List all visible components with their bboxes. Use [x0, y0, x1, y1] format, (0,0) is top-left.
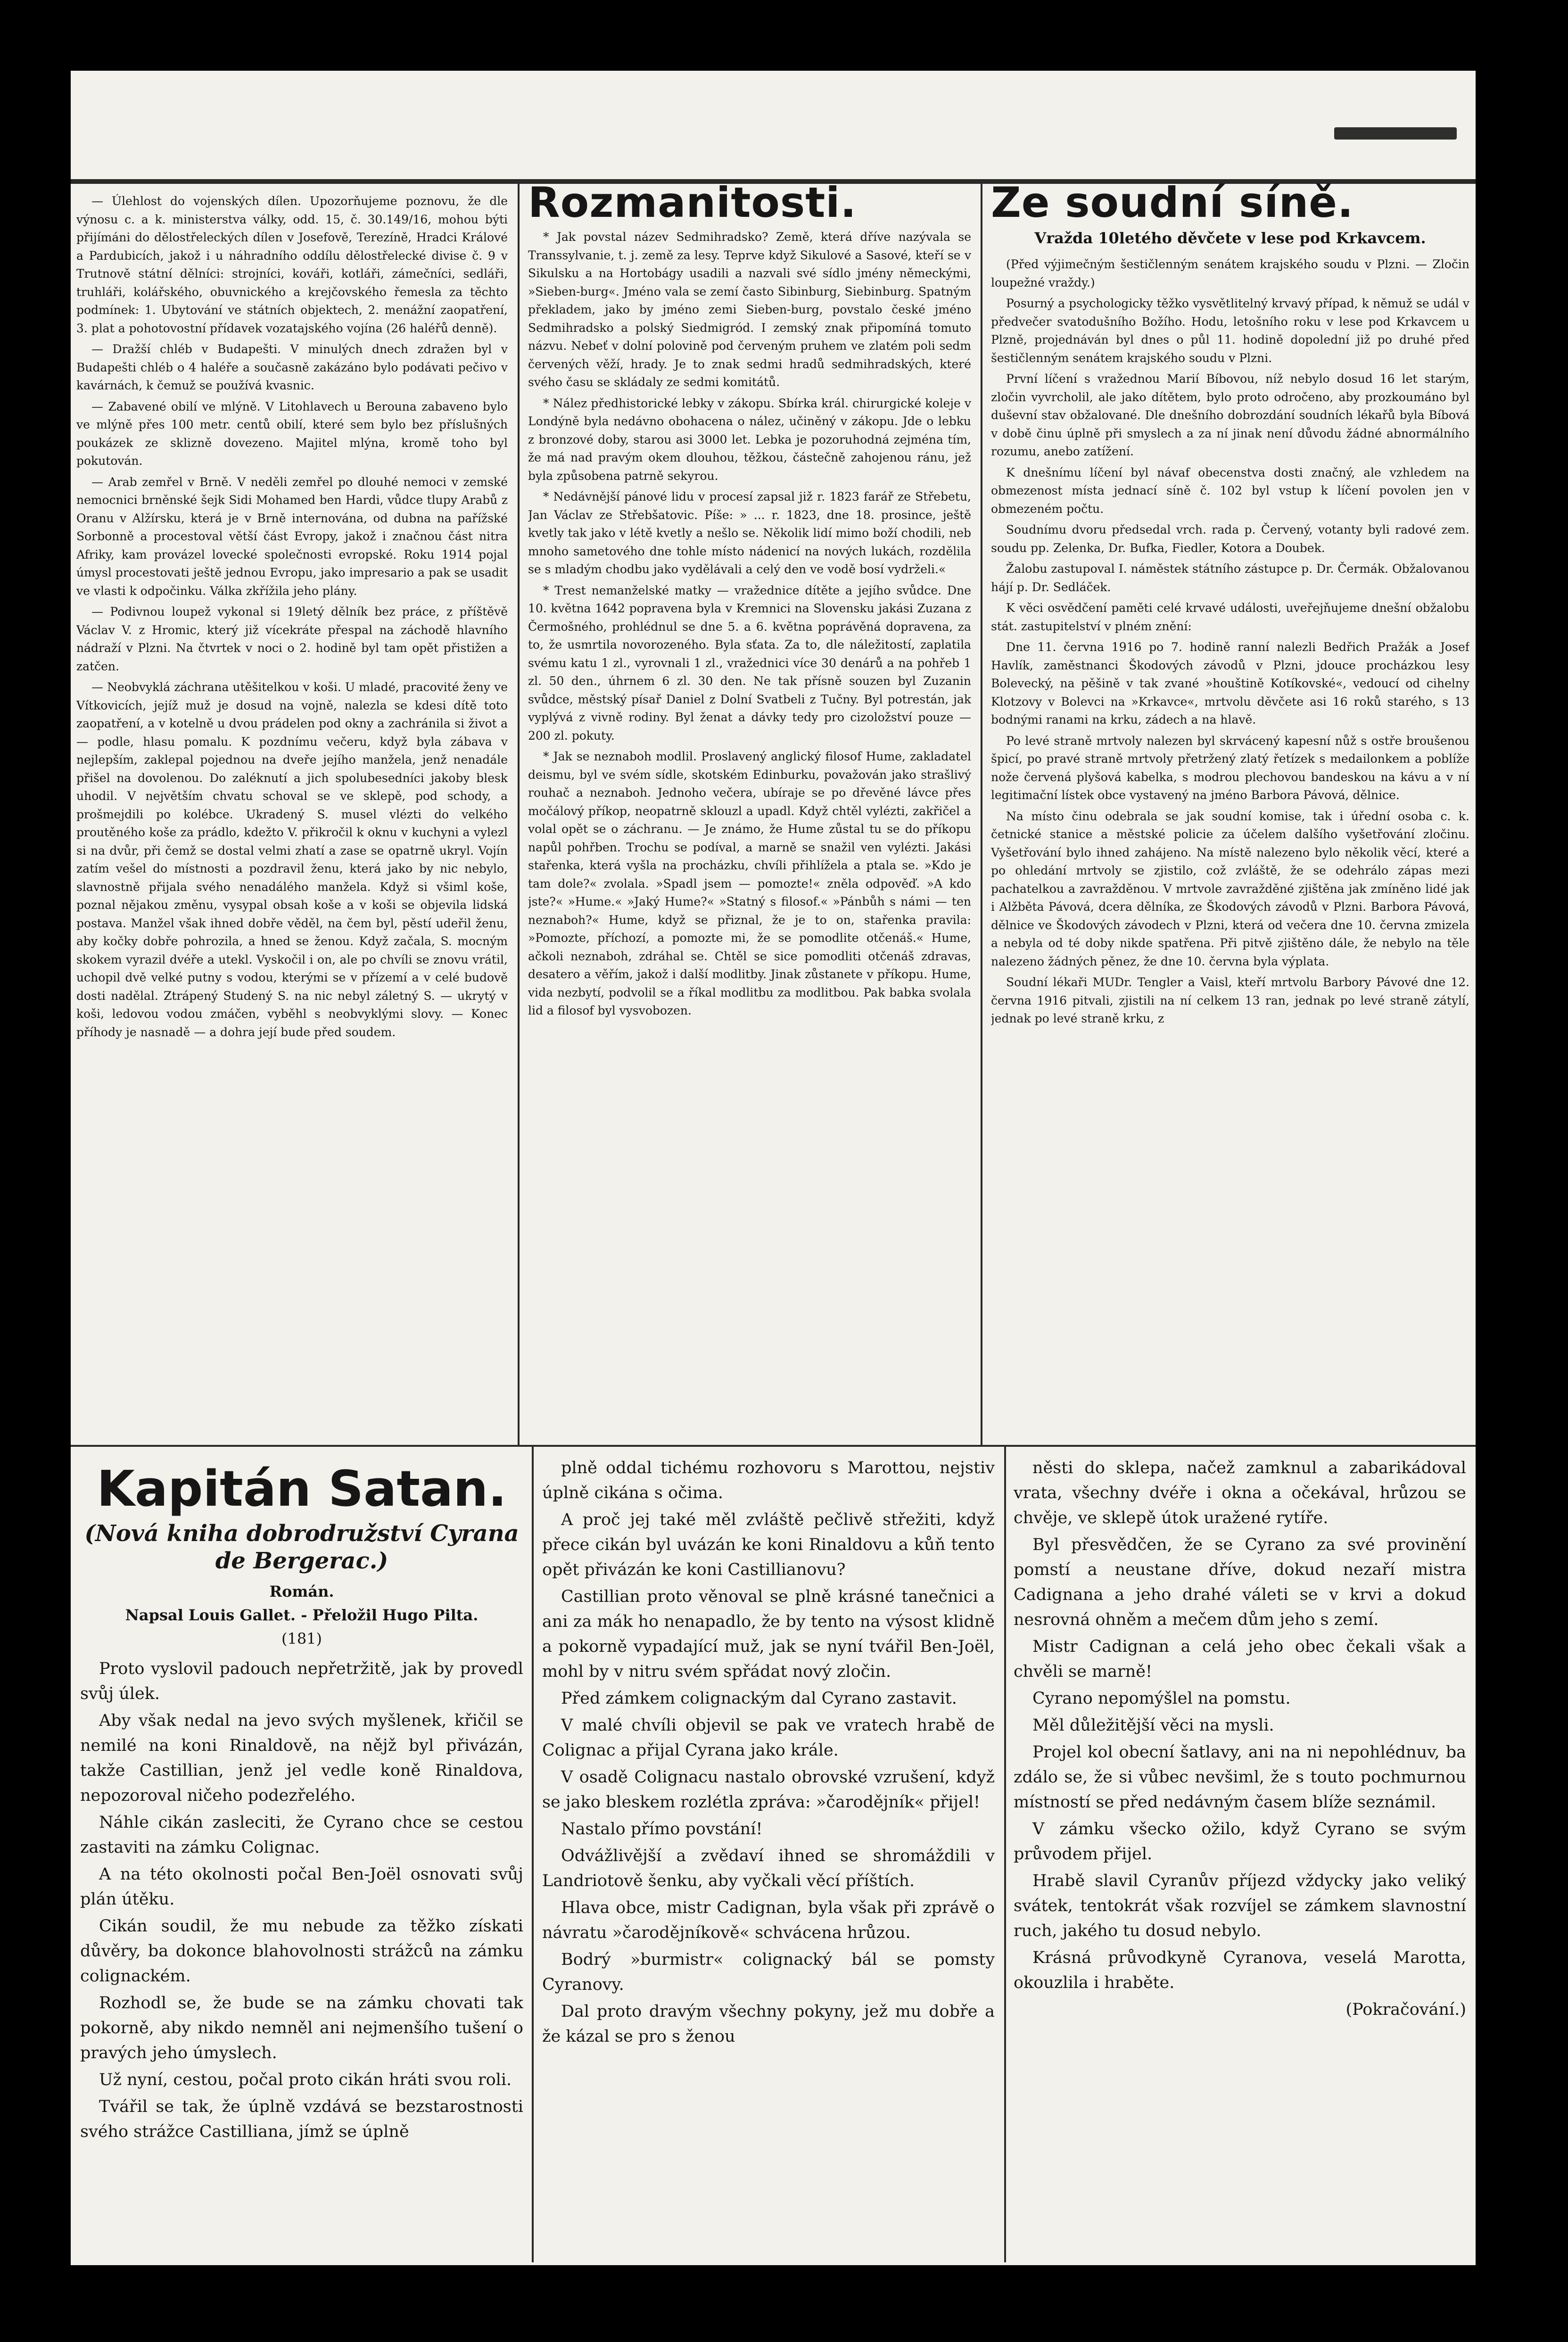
- serial-paragraph: plně oddal tichému rozhovoru s Marottou, nejstiv úplně cikána s očima.: [542, 1459, 995, 1502]
- serial-paragraph: Mistr Cadignan a celá jeho obec čekali však a chvěli se marně!: [1014, 1637, 1466, 1681]
- serial-paragraph: Aby však nedal na jevo svých myšlenek, křičil se nemilé na koni Rinaldově, na nějž byl přivázán, takže Castillian, jenž jel vedle koně Rinaldova, nepozoroval ničeho podezřelého.: [80, 1711, 523, 1805]
- court-paragraph: Dne 11. června 1916 po 7. hodině ranní nalezli Bedřich Pražák a Josef Havlík, zaměstnanci Škodových závodů v Plzni, jdouce procházkou lesy Bolevecký, na pěšině v tak zvané »houštině Kotíkovské«, vedoucí od cihelny Klotzovy v Bolevci na »Krkavce«, mrtvolu děvčete asi 16 roků starého, s 13 bodnými ranami na krku, zádech a na hlavě.: [991, 640, 1469, 726]
- serial-paragraph: A proč jej také měl zvláště pečlivě střežiti, když přece cikán byl uvázán ke koni Rinaldovu a kůň tento opět přivázán ke koni Castillianovu?: [542, 1510, 995, 1579]
- serial-title: Kapitán Satan.: [97, 1460, 507, 1517]
- serial-column-1: [80, 1456, 523, 2257]
- serial-subtitle: (Nová kniha dobrodružství Cyrana de Bergerac.): [84, 1520, 519, 1574]
- serial-paragraph: něsti do sklepa, načež zamknul a zabarikádoval vrata, všechny dvéře i okna a očekával, hrůzou se chvěje, ve sklepě útok uražené rytíře.: [1014, 1459, 1466, 1527]
- court-paragraph: K dnešnímu líčení byl návaf obecenstva dosti značný, ale vzhledem na obmezenost místa jednací síně č. 102 byl vstup k líčení povolen jen v obmezeném počtu.: [991, 465, 1469, 516]
- news-paragraph: — Úlehlost do vojenských dílen. Upozorňujeme poznovu, že dle výnosu c. a k. ministerstva války, odd. 15, č. 30.149/16, mohou býti přijímáni do dělostřeleckých dílen v Josefově, Terezíně, Hradci Králové a Pardubicích, jakož i u náhradního oddílu dělostřelecké divise č. 9 v Trutnově státní dělníci: strojníci, kováři, kotláři, zámečníci, sedláři, truhláři, kolářského, obuvnického a krejčovského řemesla za těchto podmínek: 1. Ubytování ve státních objektech, 2. menážní zaopatření, 3. plat a pohotovostní přídavek vozatajského vojína (26 haléřů denně).: [76, 194, 508, 335]
- column-divider: [1004, 1447, 1006, 2262]
- serial-paragraph: (Pokračování.): [1345, 2000, 1466, 2019]
- serial-paragraph: Měl důležitější věci na mysli.: [1032, 1716, 1274, 1735]
- serial-paragraph: V zámku všecko ožilo, když Cyrano se svým průvodem přijel.: [1014, 1820, 1466, 1864]
- court-paragraph: (Před výjimečným šestičlenným senátem krajského soudu v Plzni. — Zločin loupežné vraždy.): [991, 257, 1469, 289]
- serial-paragraph: Cyrano nepomýšlel na pomstu.: [1032, 1689, 1291, 1708]
- serial-paragraph: Už nyní, cestou, počal proto cikán hráti svou roli.: [99, 2070, 512, 2089]
- serial-paragraph: Hrabě slavil Cyranův příjezd vždycky jako veliký svátek, tentokrát však rozvíjel se zámkem slavnostní ruch, jakého tu dosud nebylo.: [1014, 1872, 1466, 1940]
- serial-paragraph: Tvářil se tak, že úplně vzdává se bezstarostnosti svého strážce Castilliana, jímž se úplně: [80, 2097, 523, 2141]
- court-paragraph: Žalobu zastupoval I. náměstek státního zástupce p. Dr. Čermák. Obžalovanou hájí p. Dr. Sedláček.: [991, 562, 1469, 594]
- miscellany-column: [528, 180, 971, 1439]
- ink-blot: [1334, 127, 1457, 140]
- miscellany-paragraph: * Jak povstal název Sedmihradsko? Země, která dříve nazývala se Transsylvanie, t. j. země za lesy. Teprve když Sikulové a Sasové, kteří se v Sikulsku a na Hortobágy usadili a nazvali své sídlo jmény německými, »Sieben-burg«. Jméno vala se zemí často Sibinburg, Siebinburg. Spatným překladem, jako by jméno zemi Sieben-burg, povstalo české jméno Sedmihradsko a polský Siedmigród. I zemský znak připomíná tomuto názvu. Nebeť v dolní polovině pod červeným pruhem ve zlatém poli sedm červených věží, hrady. Je to znak sedmi hradů sedmihradských, které svého času se skládaly ze sedmi komitátů.: [528, 230, 971, 389]
- court-subheading: Vražda 10letého děvčete v lese pod Krkavcem.: [1034, 229, 1426, 247]
- serial-paragraph: Rozhodl se, že bude se na zámku chovati tak pokorně, aby nikdo nemněl ani nejmenšího tušení o pravých jeho úmyslech.: [80, 1994, 523, 2062]
- column-divider: [981, 184, 982, 1445]
- serial-paragraph: Byl přesvědčen, že se Cyrano za své provinění pomstí a neustane dříve, dokud nezaří mistra Cadignana a jeho drahé váleti se v krvi a dokud nesrovná ohněm a mečem dům jeho s zemí.: [1014, 1535, 1466, 1629]
- serial-paragraph: A na této okolnosti počal Ben-Joël osnovati svůj plán útěku.: [80, 1865, 523, 1909]
- serial-text-1: [80, 1657, 523, 2144]
- serial-paragraph: Proto vyslovil padouch nepřetržitě, jak by provedl svůj úlek.: [80, 1659, 523, 1703]
- court-paragraph: Soudnímu dvoru předsedal vrch. rada p. Červený, votanty byli radové zem. soudu pp. Zelenka, Dr. Bufka, Fiedler, Kotora a Doubek.: [991, 523, 1469, 555]
- court-paragraph: K věci osvědčení paměti celé krvavé události, uveřejňujeme dnešní obžalobu stát. zastupitelství v plném znění:: [991, 601, 1469, 633]
- court-paragraph: První líčení s vražednou Marií Bíbovou, níž nebylo dosud 16 let starým, zločin vyvrcholil, ale jako dítětem, bylo proto odročeno, aby prozkoumáno byl duševní stav obžalované. Dle dnešního dobrozdání soudních lékařů byla Bíbová v době činu úplně při smyslech a za ní jinak není důvodu žádné abnormálního rozumu, anebo zatížení.: [991, 372, 1469, 458]
- serial-paragraph: Náhle cikán zasleciti, že Cyrano chce se cestou zastaviti na zámku Colignac.: [80, 1813, 523, 1857]
- news-paragraph: — Podivnou loupež vykonal si 19letý dělník bez práce, z příštěvě Václav V. z Hromic, který již vícekráte přespal na záchodě hlavního nádraží v Plzni. Na čtvrtek v noci o 2. hodině byl tam opět přistižen a zatčen.: [76, 605, 508, 673]
- serial-paragraph: Dal proto dravým všechny pokyny, jež mu dobře a že kázal se pro s ženou: [542, 2002, 995, 2046]
- local-news-column: [76, 192, 508, 1437]
- court-heading: Ze soudní síně.: [991, 180, 1354, 227]
- serial-paragraph: V malé chvíli objevil se pak ve vratech hrabě de Colignac a přijal Cyrana jako krále.: [542, 1716, 995, 1760]
- miscellany-paragraph: * Trest nemanželské matky — vražednice dítěte a jejího svůdce. Dne 10. května 1642 popravena byla v Kremnici na Slovensku jakási Zuzana z Čermošného, prohlédnul se dne 5. a 6. května poprávěná dopravena, za to, že usmrtila novorozeného. Byla sťata. Za to, dle náležitostí, zaplatila svému katu 1 zl., vyrovnali 1 zl., vražednici více 30 denárů a na pohřeb 1 zl. 50 den., úhrnem 6 zl. 30 den. Ne tak přísně souzen byl Zuzanin svůdce, městský písař Daniel z Dolní Svatbeli z Tučny. Byl potrestán, jak vyplývá z vivně rodiny. Byl ženat a dávky tedy pro cizoložství pouze — 200 zl. pokuty.: [528, 583, 971, 742]
- news-paragraph: — Arab zemřel v Brně. V neděli zemřel po dlouhé nemoci v zemské nemocnici brněnské šejk Sidi Mohamed ben Hardi, vůdce tlupy Arabů z Oranu v Alžírsku, která je v Brně internována, od dubna na pařížské Sorbonně a procestoval větší část Evropy, jakož i značnou část nitra Afriky, kam provázel lovecké společnosti evropské. Roku 1914 pojal úmysl procestovati ještě jednou Evropu, jako impresario a pak se usadit ve vlasti k odpočinku. Válka zkřížila jeho plány.: [76, 475, 508, 598]
- miscellany-paragraph: * Nedávnější pánové lidu v procesí zapsal již r. 1823 farář ze Střebetu, Jan Václav ze Střebšatovic. Píše: » ... r. 1823, dne 18. prosince, ještě kvetly tak jako v létě kvetly a nešlo se. Několik lidí mimo boží chodili, neb mnoho sametového dne tohle místo nádenicí na nových lukách, rozdělila se s mladým chodbu jako vydělávali a celý den ve vodě bosí vydrželi.«: [528, 490, 971, 576]
- court-column: [991, 180, 1469, 1439]
- serial-paragraph: Odvážlivější a zvědaví ihned se shromáždili v Landriotově šenku, aby vyčkali věcí příštích.: [542, 1847, 995, 1890]
- serial-paragraph: Projel kol obecní šatlavy, ani na ni nepohlédnuv, ba zdálo se, že si vůbec nevšiml, že s touto pochmurnou místností se před nedávným časem blíže seznámil.: [1014, 1743, 1466, 1812]
- serial-paragraph: Hlava obce, mistr Cadignan, byla však při zprávě o návratu »čarodějníkově« schvácena hrůzou.: [542, 1898, 995, 1942]
- serial-paragraph: Před zámkem colignackým dal Cyrano zastavit.: [561, 1689, 957, 1708]
- miscellany-paragraph: * Nález předhistorické lebky v zákopu. Sbírka král. chirurgické koleje v Londýně byla nedávno obohacena o nález, učiněný v zákopu. Jde o lebku z bronzové doby, starou asi 3000 let. Lebka je pozoruhodná zejména tím, že má nad pravým okem dlouhou, těžkou, částečně zahojenou ránu, jež byla způsobena patrně sekyrou.: [528, 396, 971, 483]
- court-paragraph: Na místo činu odebrala se jak soudní komise, tak i úřední osoba c. k. četnické stanice a městské policie za účelem dalšího vyšetřování zločinu. Vyšetřování bylo ihned zahájeno. Na místě nalezeno bylo několik věcí, které a po ohledání mrtvoly se zjistilo, což zvláště, že se odehrálo zápas mezi pachatelkou a zavražděnou. V mrtvole zavražděné zjištěna jak zmíněno lidé jak i Alžběta Pávová, dcera dělníka, ze Škodových závodů v Plzni. Barbora Pávová, dělnice ve Škodových závodech v Plzni, která od večera dne 10. června zmizela a nebyla od té doby nikde spatřena. Při pitvě zjištěno dále, že nebylo na těle nalezeno žádných pěnez, že dne 10. června byla výplata.: [991, 809, 1469, 968]
- miscellany-paragraph: * Jak se neznaboh modlil. Proslavený anglický filosof Hume, zakladatel deismu, byl ve svém sídle, skotském Edinburku, považován jako strašlivý rouhač a neznaboh. Jednoho večera, ubíraje se po dřevěné lávce přes močálový příkop, neopatrně sklouzl a upadl. Když chtěl vylézti, zakřičel a volal opět se o záchranu. — Je známo, že Hume zůstal tu se do příkopu napůl pohřben. Trochu se podíval, a marně se snažil ven vylézti. Jakási stařenka, která vyšla na procházku, chvíli přihlížela a ptala se. »Kdo je tam dole?« zvolala. »Spadl jsem — pomozte!« zněla odpověď. »A kdo jste?« »Hume.« »Jaký Hume?« »Statný s filosof.« »Pánbůh s námi — ten neznaboh?« Hume, když se přiznal, že je to on, stařenka pravila: »Pomozte, příchozí, a pomozte mi, že se pomodlite otčenáš.« Hume, ačkoli neznaboh, zdráhal se. Chtěl se sice pomodliti otčenáš zdravas, desatero a věřím, jakož i další modlitby. Jinak zůstanete v příkopu. Hume, vida nezbytí, podvolil se a říkal modlitbu za modlitbou. Pak babka svolala lid a filosof byl vysvobozen.: [528, 750, 971, 1017]
- court-paragraph: Po levé straně mrtvoly nalezen byl skrvácený kapesní nůž s ostře broušenou špicí, po pravé straně mrtvoly přetržený zlatý řetízek s medailonkem a poblíže nože červená plyšová kabelka, s modrou plechovou bandeskou na kávu a v ní legitimační lístek obce vystavený na jméno Barbora Pávová, dělnice.: [991, 734, 1469, 802]
- court-paragraph: Soudní lékaři MUDr. Tengler a Vaisl, kteří mrtvolu Barbory Pávové dne 12. června 1916 pitvali, zjistili na ní celkem 13 ran, jednak po levé straně zátylí, jednak po levé straně krku, z: [991, 975, 1469, 1025]
- serial-paragraph: Nastalo přímo povstání!: [561, 1820, 763, 1839]
- newspaper-page: [71, 71, 1476, 2265]
- serial-paragraph: Cikán soudil, že mu nebude za těžko získati důvěry, ba dokonce blahovolnosti strážců na zámku colignackém.: [80, 1917, 523, 1986]
- court-article: [991, 256, 1469, 1028]
- column-divider: [518, 184, 520, 1445]
- news-paragraph: — Neobvyklá záchrana utěšitelkou v koši. U mladé, pracovité ženy ve Vítkovicích, jejíž muž je dosud na vojně, nalezla se kdesi dítě toto zaopatření, a v kotelně u dvou prádelen pod okny a zachránila si život a — podle, hlasu pomalu. K pozdnímu večeru, když byla zábava v nejlepším, zaklepal pojednou na dveře jejího manžela, jenž nenadále přišel na dovolenou. Do zaléknutí a jich spolubesedníci jakoby blesk uhodil. V největším chvatu schoval se ve sklepě, pod schody, a prošmejdili po kolébce. Ukradený S. musel vlézti do velkého proutěného koše za prádlo, kdežto V. přikročil k oknu v kuchyni a vylezl si na dvůr, při čemž se dostal velmi zhatí a zase se opatrně ukryl. Vojín zatím vešel do místnosti a pozdravil ženu, která jako by nic nebylo, slavnostně přijala svého nenadálého manžela. Když si všiml koše, poznal nějakou změnu, vysypal obsah koše a v koši se objevila lidská postava. Manžel však ihned dobře věděl, na čem byl, pěstí udeřil ženu, aby kočky dobře pohrozila, a hned se ženou. Když začala, S. mocným skokem vyrazil dvéře a utekl. Vyskočil i on, ale po chvíli se znovu vrátil, uchopil dvě velké putny s vodou, kterými se v přízemí a v celé budově dosti nadělal. Ztrápený Studený S. na nic nebyl záletný S. — ukrytý v koši, ledovou vodou zmáčen, vyběhl s neobvyklými slovy. — Konec příhody je nasnadě — a dohra její bude před soudem.: [76, 680, 508, 1039]
- section-divider: [71, 1445, 1476, 1447]
- serial-number: (181): [281, 1630, 322, 1648]
- news-paragraph: — Zabavené obilí ve mlýně. V Litohlavech u Berouna zabaveno bylo ve mlýně přes 100 metr. centů obilí, které sem bylo bez příslušných poukázek ze sklizně dovezeno. Majitel mlýna, kromě toho byl pokutován.: [76, 399, 508, 468]
- serial-paragraph: V osadě Colignacu nastalo obrovské vzrušení, když se jako bleskem rozlétla zpráva: »čarodějník« přijel!: [542, 1768, 995, 1812]
- serial-column-2: [542, 1456, 995, 2257]
- serial-paragraph: Krásná průvodkyně Cyranova, veselá Marotta, okouzlila i hraběte.: [1014, 1948, 1466, 1992]
- miscellany-heading: Rozmanitosti.: [528, 180, 857, 227]
- court-paragraph: Posurný a psychologicky těžko vysvětlitelný krvavý případ, k němuž se udál v předvečer svatodušního Božího. Hodu, letošního roku v lese pod Krkavcem u Plzně, projednáván byl dnes o půl 11. hodině dopolední již po druhé před šestičlenným senátem krajského soudu v Plzni.: [991, 297, 1469, 365]
- column-divider: [532, 1447, 534, 2262]
- serial-byline: Napsal Louis Gallet. - Přeložil Hugo Pilta.: [125, 1606, 479, 1624]
- serial-paragraph: Castillian proto věnoval se plně krásné tanečnici a ani za mák ho nenapadlo, že by tento na výsost klidně a pokorně vypadající muž, jak se nyní tvářil Ben-Joël, mohl by v nitru svém spřádat nový zločin.: [542, 1587, 995, 1681]
- serial-column-3: [1014, 1456, 1466, 2257]
- news-paragraph: — Dražší chléb v Budapešti. V minulých dnech zdražen byl v Budapešti chléb o 4 haléře a současně zakázáno bylo podávati pečivo v kavárnách, k čemuž se používá kvasnic.: [76, 342, 508, 392]
- miscellany-articles: [528, 228, 971, 1020]
- serial-paragraph: Bodrý »burmistr« colignacký bál se pomsty Cyranovy.: [542, 1950, 995, 1994]
- serial-genre: Román.: [269, 1583, 334, 1600]
